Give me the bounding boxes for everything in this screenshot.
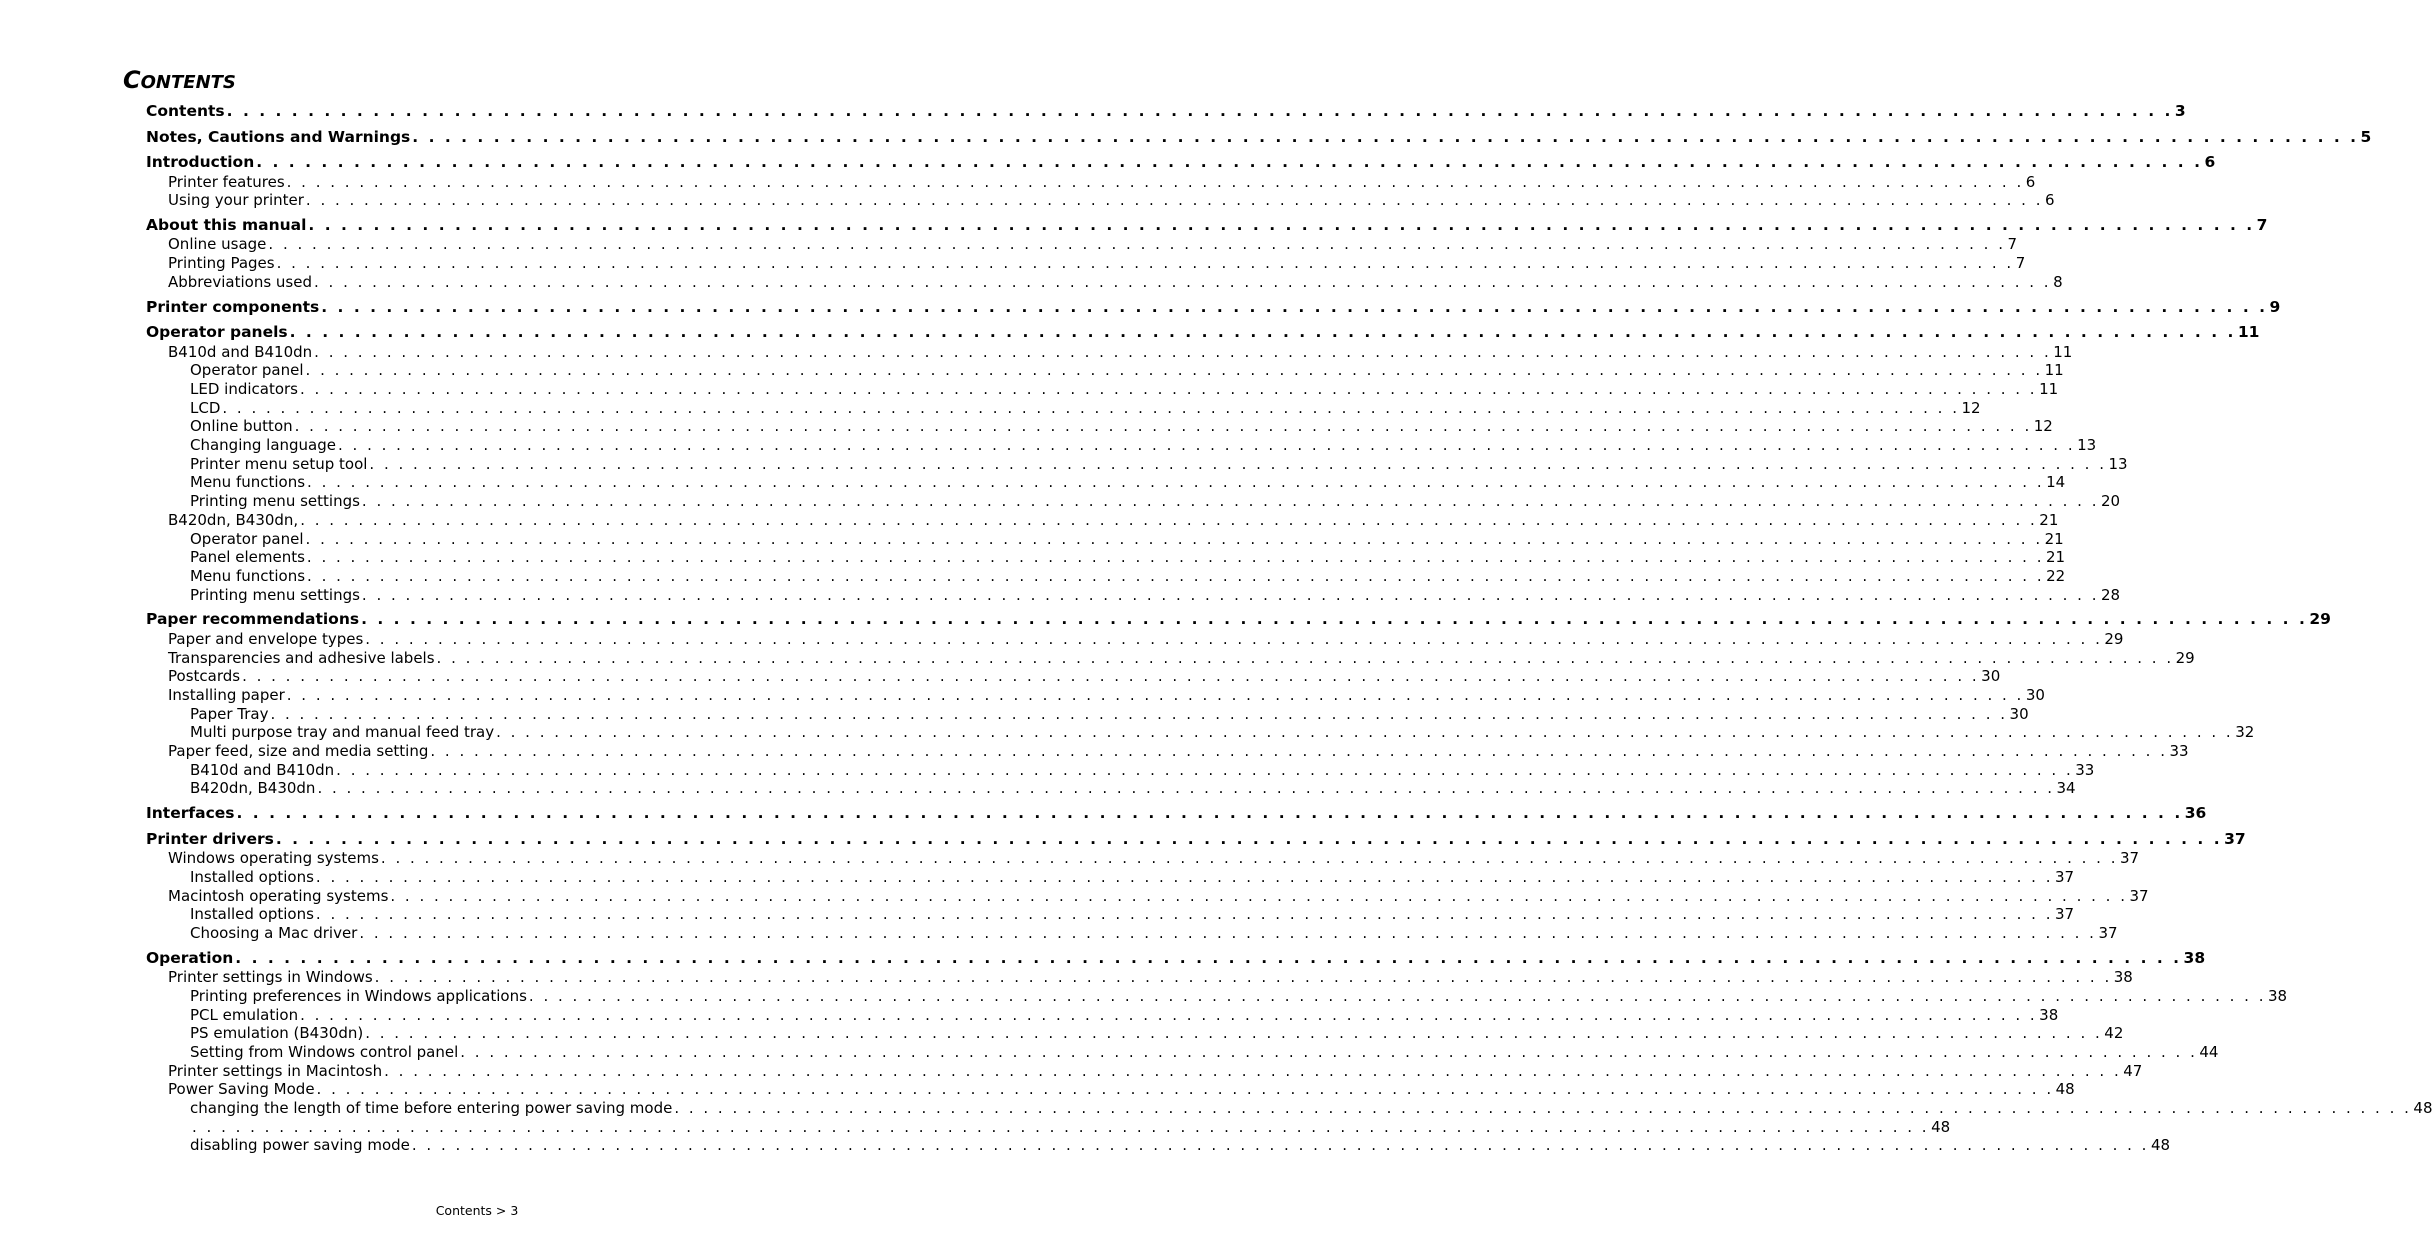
toc-entry-page-number: 7: [2015, 254, 2026, 273]
toc-entry-title: Interfaces: [146, 804, 235, 823]
toc-entry-title: Printer settings in Windows: [168, 968, 373, 987]
toc-entry-title: disabling power saving mode: [190, 1136, 410, 1155]
toc-entry-title: Windows operating systems: [168, 849, 379, 868]
toc-entry-title: Installed options: [190, 905, 314, 924]
toc-dot-leader: . . . . . . . . . . . . . . . . . . . . . . . . . . . . . . . . . . . . . . . . . . . . . . . . . . . . . . . . . . . . . . . . . . . . . . . . . . . . . . . . . . . . . . . . . . . . . . . . . . . . . . . . . . . . . . . . . . . . . . . .: [430, 742, 2168, 760]
toc-entry[interactable]: [146, 127, 2372, 147]
toc-dot-leader: . . . . . . . . . . . . . . . . . . . . . . . . . . . . . . . . . . . . . . . . . . . . . . . . . . . . . . . . . . . . . . . . . . . . . . . . . . . . . . . . . . . . . . . . . . . . . . . . . . . . . . . . . . . . . . . . . . . . . . . .: [276, 254, 2014, 273]
toc-entry-page-number: 21: [2044, 529, 2064, 548]
heading-lead-letter: C: [123, 66, 141, 94]
toc-dot-leader: . . . . . . . . . . . . . . . . . . . . . . . . . . . . . . . . . . . . . . . . . . . . . . . . . . . . . . . . . . . . . . . . . . . . . . . . . . . . . . . . . . . . . . . . . . . . . . . . . . . . . . . . . . . . . . . . . . . . . . . .: [338, 436, 2076, 454]
toc-dot-leader: . . . . . . . . . . . . . . . . . . . . . . . . . . . . . . . . . . . . . . . . . . . . . . . . . . . . . . . . . . . . . . . . . . . . . . . . . . . . . . . . . . . . . . . . . . . . . . . . . . . . . . . . . . . . . . . . . . . . . . . .: [222, 398, 1960, 417]
toc-entry-title: Menu functions: [190, 566, 306, 585]
toc-dot-leader: . . . . . . . . . . . . . . . . . . . . . . . . . . . . . . . . . . . . . . . . . . . . . . . . . . . . . . . . . . . . . . . . . . . . . . . . . . . . . . . . . . . . . . . . . . . . . . . . . . . . . . . . . . . . . . . . . . . . . . . .: [235, 948, 2182, 967]
toc-entry[interactable]: [190, 473, 2066, 492]
toc-dot-leader: . . . . . . . . . . . . . . . . . . . . . . . . . . . . . . . . . . . . . . . . . . . . . . . . . . . . . . . . . . . . . . . . . . . . . . . . . . . . . . . . . . . . . . . . . . . . . . . . . . . . . . . . . . . . . . . . . . . . . . . .: [336, 760, 2074, 779]
toc-entry-title: Printer features: [168, 172, 285, 191]
toc-entry-page-number: 33: [2075, 760, 2095, 779]
toc-entry-title: Printer drivers: [146, 829, 274, 848]
toc-entry[interactable]: [190, 492, 2121, 511]
toc-dot-leader: . . . . . . . . . . . . . . . . . . . . . . . . . . . . . . . . . . . . . . . . . . . . . . . . . . . . . . . . . . . . . . . . . . . . . . . . . . . . . . . . . . . . . . . . . . . . . . . . . . . . . . . . . . . . . . . . . . . . . . . .: [316, 1080, 2054, 1099]
toc-entry-page-number: 37: [2055, 867, 2075, 886]
toc-entry-title: Printing preferences in Windows applications: [190, 986, 527, 1005]
toc-dot-leader: . . . . . . . . . . . . . . . . . . . . . . . . . . . . . . . . . . . . . . . . . . . . . . . . . . . . . . . . . . . . . . . . . . . . . . . . . . . . . . . . . . . . . . . . . . . . . . . . . . . . . . . . . . . . . . . . . . . . . . . .: [315, 905, 2053, 924]
toc-entry-title: Choosing a Mac driver: [190, 923, 358, 942]
toc-dot-leader: . . . . . . . . . . . . . . . . . . . . . . . . . . . . . . . . . . . . . . . . . . . . . . . . . . . . . . . . . . . . . . . . . . . . . . . . . . . . . . . . . . . . . . . . . . . . . . . . . . . . . . . . . . . . . . . . . . . . . . . .: [374, 968, 2112, 987]
toc-entry-title: Printer settings in Macintosh: [168, 1061, 383, 1080]
toc-entry[interactable]: [146, 610, 2331, 629]
toc-dot-leader: . . . . . . . . . . . . . . . . . . . . . . . . . . . . . . . . . . . . . . . . . . . . . . . . . . . . . . . . . . . . . . . . . . . . . . . . . . . . . . . . . . . . . . . . . . . . . . . . . . . . . . . . . . . . . . . . . . . . . . . .: [286, 172, 2024, 191]
toc-entry-page-number: 37: [2119, 849, 2140, 868]
toc-entry-page-number: 21: [2039, 510, 2059, 529]
toc-entry[interactable]: [190, 379, 2059, 399]
toc-entry-title: Panel elements: [190, 548, 305, 567]
toc-dot-leader: . . . . . . . . . . . . . . . . . . . . . . . . . . . . . . . . . . . . . . . . . . . . . . . . . . . . . . . . . . . . . . . . . . . . . . . . . . . . . . . . . . . . . . . . . . . . . . . . . . . . . . . . . . . . . . . . . . . . . . . .: [380, 849, 2118, 868]
toc-dot-leader: . . . . . . . . . . . . . . . . . . . . . . . . . . . . . . . . . . . . . . . . . . . . . . . . . . . . . . . . . . . . . . . . . . . . . . . . . . . . . . . . . . . . . . . . . . . . . . . . . . . . . . . . . . . . . . . . . . . . . . . .: [460, 1042, 2198, 1061]
toc-entry[interactable]: [190, 905, 2075, 924]
toc-entry-page-number: 6: [2044, 191, 2055, 210]
toc-dot-leader: . . . . . . . . . . . . . . . . . . . . . . . . . . . . . . . . . . . . . . . . . . . . . . . . . . . . . . . . . . . . . . . . . . . . . . . . . . . . . . . . . . . . . . . . . . . . . . . . . . . . . . . . . . . . . . . . . . . . . . . .: [314, 272, 2052, 291]
toc-entry-title: Contents: [146, 102, 225, 120]
toc-dot-leader: . . . . . . . . . . . . . . . . . . . . . . . . . . . . . . . . . . . . . . . . . . . . . . . . . . . . . . . . . . . . . . . . . . . . . . . . . . . . . . . . . . . . . . . . . . . . . . . . . . . . . . . . . . . . . . . . . . . . . . . .: [236, 804, 2183, 823]
toc-entry-page-number: 48: [2150, 1136, 2171, 1155]
toc-entry[interactable]: [146, 215, 2268, 235]
toc-dot-leader: . . . . . . . . . . . . . . . . . . . . . . . . . . . . . . . . . . . . . . . . . . . . . . . . . . . . . . . . . . . . . . . . . . . . . . . . . . . . . . . . . . . . . . . . . . . . . . . . . . . . . . . . . . . . . . . . . . . . . . . .: [256, 153, 2203, 171]
toc-entry[interactable]: [190, 779, 2076, 798]
toc-entry-page-number: 29: [2309, 610, 2331, 629]
toc-dot-leader: . . . . . . . . . . . . . . . . . . . . . . . . . . . . . . . . . . . . . . . . . . . . . . . . . . . . . . . . . . . . . . . . . . . . . . . . . . . . . . . . . . . . . . . . . . . . . . . . . . . . . . . . . . . . . . . . . . . . . . . .: [270, 704, 2008, 723]
toc-dot-leader: . . . . . . . . . . . . . . . . . . . . . . . . . . . . . . . . . . . . . . . . . . . . . . . . . . . . . . . . . . . . . . . . . . . . . . . . . . . . . . . . . . . . . . . . . . . . . . . . . . . . . . . . . . . . . . . . . . . . . . . .: [192, 1117, 1930, 1136]
toc-entry-page-number: 38: [2183, 948, 2206, 967]
toc-entry-title: Printer menu setup tool: [190, 454, 368, 473]
toc-entry-page-number: 11: [2053, 342, 2073, 361]
toc-entry-page-number: 48: [2055, 1080, 2075, 1099]
toc-entry-title: Abbreviations used: [168, 272, 312, 291]
toc-entry-title: Operator panels: [146, 323, 288, 341]
toc-entry-page-number: 5: [2360, 127, 2372, 146]
toc-dot-leader: . . . . . . . . . . . . . . . . . . . . . . . . . . . . . . . . . . . . . . . . . . . . . . . . . . . . . . . . . . . . . . . . . . . . . . . . . . . . . . . . . . . . . . . . . . . . . . . . . . . . . . . . . . . . . . . . . . . . . . . .: [314, 342, 2052, 361]
toc-entry[interactable]: [190, 1099, 2433, 1118]
toc-entry[interactable]: [168, 191, 2055, 210]
toc-entry-page-number: 7: [2256, 215, 2268, 234]
toc-dot-leader: . . . . . . . . . . . . . . . . . . . . . . . . . . . . . . . . . . . . . . . . . . . . . . . . . . . . . . . . . . . . . . . . . . . . . . . . . . . . . . . . . . . . . . . . . . . . . . . . . . . . . . . . . . . . . . . . . . . . . . . .: [268, 235, 2006, 254]
toc-dot-leader: . . . . . . . . . . . . . . . . . . . . . . . . . . . . . . . . . . . . . . . . . . . . . . . . . . . . . . . . . . . . . . . . . . . . . . . . . . . . . . . . . . . . . . . . . . . . . . . . . . . . . . . . . . . . . . . . . . . . . . . .: [317, 779, 2055, 798]
toc-dot-leader: . . . . . . . . . . . . . . . . . . . . . . . . . . . . . . . . . . . . . . . . . . . . . . . . . . . . . . . . . . . . . . . . . . . . . . . . . . . . . . . . . . . . . . . . . . . . . . . . . . . . . . . . . . . . . . . . . . . . . . . .: [305, 361, 2043, 380]
toc-entry[interactable]: [146, 948, 2206, 968]
toc-dot-leader: . . . . . . . . . . . . . . . . . . . . . . . . . . . . . . . . . . . . . . . . . . . . . . . . . . . . . . . . . . . . . . . . . . . . . . . . . . . . . . . . . . . . . . . . . . . . . . . . . . . . . . . . . . . . . . . . . . . . . . . .: [390, 886, 2128, 905]
toc-entry[interactable]: [168, 667, 2001, 686]
toc-entry-page-number: 11: [2044, 361, 2064, 380]
toc-entry-page-number: 37: [2055, 905, 2075, 924]
toc-entry-title: About this manual: [146, 215, 307, 234]
toc-entry[interactable]: [146, 297, 2281, 317]
toc-entry-title: Postcards: [168, 667, 241, 686]
toc-entry-page-number: 20: [2101, 492, 2121, 511]
toc-dot-leader: . . . . . . . . . . . . . . . . . . . . . . . . . . . . . . . . . . . . . . . . . . . . . . . . . . . . . . . . . . . . . . . . . . . . . . . . . . . . . . . . . . . . . . . . . . . . . . . . . . . . . . . . . . . . . . . . . . . . . . . .: [289, 323, 2236, 341]
toc-entry-title: Online button: [190, 417, 293, 436]
toc-entry[interactable]: [190, 566, 2066, 586]
toc-dot-leader: . . . . . . . . . . . . . . . . . . . . . . . . . . . . . . . . . . . . . . . . . . . . . . . . . . . . . . . . . . . . . . . . . . . . . . . . . . . . . . . . . . . . . . . . . . . . . . . . . . . . . . . . . . . . . . . . . . . . . . . .: [307, 566, 2045, 585]
toc-entry-page-number: 48: [2413, 1099, 2433, 1117]
toc-entry[interactable]: [168, 342, 2073, 362]
toc-dot-leader: . . . . . . . . . . . . . . . . . . . . . . . . . . . . . . . . . . . . . . . . . . . . . . . . . . . . . . . . . . . . . . . . . . . . . . . . . . . . . . . . . . . . . . . . . . . . . . . . . . . . . . . . . . . . . . . . . . . . . . . .: [528, 986, 2266, 1005]
toc-entry-title: Using your printer: [168, 191, 304, 210]
toc-dot-leader: . . . . . . . . . . . . . . . . . . . . . . . . . . . . . . . . . . . . . . . . . . . . . . . . . . . . . . . . . . . . . . . . . . . . . . . . . . . . . . . . . . . . . . . . . . . . . . . . . . . . . . . . . . . . . . . . . . . . . . . .: [307, 473, 2045, 492]
toc-entry-page-number: 34: [2056, 779, 2076, 798]
toc-entry-page-number: 13: [2077, 436, 2097, 454]
toc-entry-title: Changing language: [190, 436, 337, 454]
toc-entry-page-number: 13: [2108, 454, 2128, 473]
toc-entry-page-number: 3: [2174, 102, 2186, 120]
toc-entry[interactable]: [168, 272, 2063, 292]
toc-entry-page-number: 11: [2039, 379, 2059, 398]
toc-entry[interactable]: [190, 436, 2097, 455]
toc-dot-leader: . . . . . . . . . . . . . . . . . . . . . . . . . . . . . . . . . . . . . . . . . . . . . . . . . . . . . . . . . . . . . . . . . . . . . . . . . . . . . . . . . . . . . . . . . . . . . . . . . . . . . . . . . . . . . . . . . . . . . . . .: [365, 1024, 2103, 1043]
toc-entry-page-number: 29: [2175, 648, 2195, 667]
toc-entry[interactable]: [146, 323, 2260, 342]
toc-dot-leader: . . . . . . . . . . . . . . . . . . . . . . . . . . . . . . . . . . . . . . . . . . . . . . . . . . . . . . . . . . . . . . . . . . . . . . . . . . . . . . . . . . . . . . . . . . . . . . . . . . . . . . . . . . . . . . . . . . . . . . . .: [369, 454, 2107, 473]
toc-entry-page-number: 37: [2224, 829, 2246, 848]
toc-entry-title: Installed options: [190, 867, 314, 886]
toc-entry-page-number: 12: [1961, 398, 1981, 417]
toc-dot-leader: . . . . . . . . . . . . . . . . . . . . . . . . . . . . . . . . . . . . . . . . . . . . . . . . . . . . . . . . . . . . . . . . . . . . . . . . . . . . . . . . . . . . . . . . . . . . . . . . . . . . . . . . . . . . . . . . . . . . . . . .: [496, 723, 2234, 742]
toc-entry-title: Operator panel: [190, 529, 304, 548]
toc-entry[interactable]: [168, 254, 2026, 273]
toc-entry-title: Notes, Cautions and Warnings: [146, 127, 411, 146]
toc-entry[interactable]: [168, 1061, 2143, 1081]
toc-entry[interactable]: [190, 361, 2064, 380]
toc-entry-page-number: 44: [2199, 1042, 2219, 1061]
toc-dot-leader: . . . . . . . . . . . . . . . . . . . . . . . . . . . . . . . . . . . . . . . . . . . . . . . . . . . . . . . . . . . . . . . . . . . . . . . . . . . . . . . . . . . . . . . . . . . . . . . . . . . . . . . . . . . . . . . . . . . . . . . .: [226, 102, 2173, 120]
toc-entry[interactable]: [146, 153, 2216, 172]
toc-entry-title: B410d and B410dn: [168, 342, 313, 361]
toc-entry[interactable]: [190, 529, 2064, 549]
toc-entry[interactable]: [190, 704, 2029, 724]
toc-entry-title: Printing menu settings: [190, 492, 360, 511]
toc-entry-page-number: 30: [1981, 667, 2001, 686]
toc-entry-page-number: 33: [2169, 742, 2189, 760]
toc-entry[interactable]: [168, 172, 2036, 192]
toc-entry-page-number: 38: [2113, 968, 2133, 987]
toc-entry-title: B410d and B410dn: [190, 760, 335, 779]
toc-entry-page-number: 7: [2007, 235, 2018, 254]
toc-entry[interactable]: [190, 1136, 2171, 1155]
toc-entry-page-number: 6: [2204, 153, 2216, 171]
toc-entry-page-number: 42: [2104, 1024, 2124, 1043]
toc-entry[interactable]: [146, 804, 2207, 823]
toc-entry-title: Installing paper: [168, 685, 285, 704]
toc-dot-leader: . . . . . . . . . . . . . . . . . . . . . . . . . . . . . . . . . . . . . . . . . . . . . . . . . . . . . . . . . . . . . . . . . . . . . . . . . . . . . . . . . . . . . . . . . . . . . . . . . . . . . . . . . . . . . . . . . . . . . . . .: [361, 492, 2099, 511]
toc-entry-title: Operation: [146, 948, 234, 967]
toc-entry[interactable]: [190, 454, 2128, 474]
toc-dot-leader: . . . . . . . . . . . . . . . . . . . . . . . . . . . . . . . . . . . . . . . . . . . . . . . . . . . . . . . . . . . . . . . . . . . . . . . . . . . . . . . . . . . . . . . . . . . . . . . . . . . . . . . . . . . . . . . . . . . . . . . .: [308, 215, 2255, 234]
toc-dot-leader: . . . . . . . . . . . . . . . . . . . . . . . . . . . . . . . . . . . . . . . . . . . . . . . . . . . . . . . . . . . . . . . . . . . . . . . . . . . . . . . . . . . . . . . . . . . . . . . . . . . . . . . . . . . . . . . . . . . . . . . .: [294, 417, 2032, 436]
toc-dot-leader: . . . . . . . . . . . . . . . . . . . . . . . . . . . . . . . . . . . . . . . . . . . . . . . . . . . . . . . . . . . . . . . . . . . . . . . . . . . . . . . . . . . . . . . . . . . . . . . . . . . . . . . . . . . . . . . . . . . . . . . .: [411, 1136, 2149, 1155]
toc-entry-page-number: 9: [2269, 297, 2281, 316]
toc-entry-page-number: 12: [2033, 417, 2053, 436]
toc-entry[interactable]: [190, 1024, 2124, 1043]
toc-dot-leader: . . . . . . . . . . . . . . . . . . . . . . . . . . . . . . . . . . . . . . . . . . . . . . . . . . . . . . . . . . . . . . . . . . . . . . . . . . . . . . . . . . . . . . . . . . . . . . . . . . . . . . . . . . . . . . . . . . . . . . . .: [275, 829, 2223, 848]
toc-entry-title: PS emulation (B430dn): [190, 1024, 364, 1043]
page-footer: Contents > 3: [435, 1203, 519, 1218]
toc-entry[interactable]: [146, 102, 2186, 121]
toc-entry-title: Operator panel: [190, 361, 304, 380]
toc-entry-page-number: 38: [2039, 1005, 2059, 1024]
toc-entry[interactable]: [168, 648, 2195, 668]
toc-entry[interactable]: [190, 986, 2288, 1006]
toc-entry[interactable]: [168, 849, 2140, 868]
toc-entry[interactable]: [190, 1117, 1951, 1137]
toc-entry-title: Paper and envelope types: [168, 629, 364, 648]
toc-entry[interactable]: [190, 417, 2053, 436]
toc-dot-leader: . . . . . . . . . . . . . . . . . . . . . . . . . . . . . . . . . . . . . . . . . . . . . . . . . . . . . . . . . . . . . . . . . . . . . . . . . . . . . . . . . . . . . . . . . . . . . . . . . . . . . . . . . . . . . . . . . . . . . . . .: [300, 379, 2038, 398]
toc-entry-title: Introduction: [146, 153, 255, 171]
toc-dot-leader: . . . . . . . . . . . . . . . . . . . . . . . . . . . . . . . . . . . . . . . . . . . . . . . . . . . . . . . . . . . . . . . . . . . . . . . . . . . . . . . . . . . . . . . . . . . . . . . . . . . . . . . . . . . . . . . . . . . . . . . .: [300, 510, 2038, 529]
toc-entry[interactable]: [190, 1042, 2219, 1062]
toc-dot-leader: . . . . . . . . . . . . . . . . . . . . . . . . . . . . . . . . . . . . . . . . . . . . . . . . . . . . . . . . . . . . . . . . . . . . . . . . . . . . . . . . . . . . . . . . . . . . . . . . . . . . . . . . . . . . . . . . . . . . . . . .: [436, 648, 2174, 667]
toc-entry-title: Power Saving Mode: [168, 1080, 315, 1099]
toc-entry-page-number: 36: [2184, 804, 2207, 823]
toc-entry-title: LED indicators: [190, 379, 298, 398]
toc-entry-title: Paper Tray: [190, 704, 269, 723]
toc-entry[interactable]: [190, 398, 1981, 418]
toc-dot-leader: . . . . . . . . . . . . . . . . . . . . . . . . . . . . . . . . . . . . . . . . . . . . . . . . . . . . . . . . . . . . . . . . . . . . . . . . . . . . . . . . . . . . . . . . . . . . . . . . . . . . . . . . . . . . . . . . . . . . . . . .: [384, 1061, 2122, 1080]
toc-entry-title: changing the length of time before entering power saving mode: [190, 1099, 673, 1117]
toc-entry[interactable]: [190, 585, 2121, 605]
toc-entry-page-number: 28: [2101, 585, 2121, 604]
toc-entry[interactable]: [168, 510, 2059, 530]
toc-entry-page-number: 32: [2235, 723, 2255, 742]
toc-entry[interactable]: [168, 685, 2045, 705]
toc-entry-page-number: 14: [2046, 473, 2066, 492]
toc-dot-leader: . . . . . . . . . . . . . . . . . . . . . . . . . . . . . . . . . . . . . . . . . . . . . . . . . . . . . . . . . . . . . . . . . . . . . . . . . . . . . . . . . . . . . . . . . . . . . . . . . . . . . . . . . . . . . . . . . . . . . . . .: [365, 629, 2103, 648]
toc-entry-page-number: 30: [2009, 704, 2029, 723]
toc-entry-title: Transparencies and adhesive labels: [168, 648, 435, 667]
toc-dot-leader: . . . . . . . . . . . . . . . . . . . . . . . . . . . . . . . . . . . . . . . . . . . . . . . . . . . . . . . . . . . . . . . . . . . . . . . . . . . . . . . . . . . . . . . . . . . . . . . . . . . . . . . . . . . . . . . . . . . . . . . .: [361, 610, 2308, 629]
toc-entry[interactable]: [190, 1005, 2059, 1025]
toc-entry[interactable]: [190, 548, 2066, 567]
toc-dot-leader: . . . . . . . . . . . . . . . . . . . . . . . . . . . . . . . . . . . . . . . . . . . . . . . . . . . . . . . . . . . . . . . . . . . . . . . . . . . . . . . . . . . . . . . . . . . . . . . . . . . . . . . . . . . . . . . . . . . . . . . .: [305, 529, 2043, 548]
toc-entry-page-number: 30: [2025, 685, 2045, 704]
toc-entry-title: Printer components: [146, 297, 320, 316]
toc-entry-title: Menu functions: [190, 473, 306, 492]
toc-entry-title: Printing menu settings: [190, 585, 360, 604]
toc-entry-page-number: 11: [2237, 323, 2260, 341]
toc-dot-leader: . . . . . . . . . . . . . . . . . . . . . . . . . . . . . . . . . . . . . . . . . . . . . . . . . . . . . . . . . . . . . . . . . . . . . . . . . . . . . . . . . . . . . . . . . . . . . . . . . . . . . . . . . . . . . . . . . . . . . . . .: [300, 1005, 2038, 1024]
toc-entry[interactable]: [190, 760, 2095, 780]
heading-rest: ONTENTS: [140, 72, 236, 93]
toc-entry[interactable]: [168, 629, 2124, 649]
toc-entry-title: Paper recommendations: [146, 610, 360, 629]
toc-entry-title: Multi purpose tray and manual feed tray: [190, 723, 495, 742]
toc-entry-title: PCL emulation: [190, 1005, 299, 1024]
toc-entry-page-number: 21: [2045, 548, 2066, 567]
toc-dot-leader: . . . . . . . . . . . . . . . . . . . . . . . . . . . . . . . . . . . . . . . . . . . . . . . . . . . . . . . . . . . . . . . . . . . . . . . . . . . . . . . . . . . . . . . . . . . . . . . . . . . . . . . . . . . . . . . . . . . . . . . .: [315, 867, 2053, 886]
toc-entry[interactable]: [190, 867, 2075, 887]
toc-entry-page-number: 6: [2025, 172, 2036, 191]
toc-entry-title: Macintosh operating systems: [168, 886, 389, 905]
toc-entry-page-number: 37: [2098, 923, 2118, 942]
toc-entry[interactable]: [168, 742, 2189, 761]
toc-entry-page-number: 22: [2046, 566, 2066, 585]
toc-entry[interactable]: [168, 968, 2133, 987]
toc-dot-leader: . . . . . . . . . . . . . . . . . . . . . . . . . . . . . . . . . . . . . . . . . . . . . . . . . . . . . . . . . . . . . . . . . . . . . . . . . . . . . . . . . . . . . . . . . . . . . . . . . . . . . . . . . . . . . . . . . . . . . . . .: [305, 191, 2043, 210]
toc-dot-leader: . . . . . . . . . . . . . . . . . . . . . . . . . . . . . . . . . . . . . . . . . . . . . . . . . . . . . . . . . . . . . . . . . . . . . . . . . . . . . . . . . . . . . . . . . . . . . . . . . . . . . . . . . . . . . . . . . . . . . . . .: [412, 127, 2359, 146]
toc-entry-title: Printing Pages: [168, 254, 275, 273]
toc-entry-title: LCD: [190, 398, 221, 417]
toc-dot-leader: . . . . . . . . . . . . . . . . . . . . . . . . . . . . . . . . . . . . . . . . . . . . . . . . . . . . . . . . . . . . . . . . . . . . . . . . . . . . . . . . . . . . . . . . . . . . . . . . . . . . . . . . . . . . . . . . . . . . . . . .: [359, 923, 2097, 942]
toc-dot-leader: . . . . . . . . . . . . . . . . . . . . . . . . . . . . . . . . . . . . . . . . . . . . . . . . . . . . . . . . . . . . . . . . . . . . . . . . . . . . . . . . . . . . . . . . . . . . . . . . . . . . . . . . . . . . . . . . . . . . . . . .: [242, 667, 1980, 686]
toc-entry-page-number: 8: [2053, 272, 2063, 291]
toc-entry[interactable]: [190, 723, 2255, 742]
toc-dot-leader: . . . . . . . . . . . . . . . . . . . . . . . . . . . . . . . . . . . . . . . . . . . . . . . . . . . . . . . . . . . . . . . . . . . . . . . . . . . . . . . . . . . . . . . . . . . . . . . . . . . . . . . . . . . . . . . . . . . . . . . .: [321, 297, 2268, 316]
toc-entry-title: Online usage: [168, 235, 267, 254]
toc-entry-title: Paper feed, size and media setting: [168, 742, 429, 760]
toc-entry[interactable]: [190, 923, 2118, 943]
toc-entry-title: B420dn, B430dn: [190, 779, 316, 798]
toc-entry-title: B420dn, B430dn,: [168, 510, 299, 529]
toc-entry[interactable]: [168, 1080, 2075, 1099]
toc-entry-title: Setting from Windows control panel: [190, 1042, 459, 1061]
toc-entry-page-number: 47: [2123, 1061, 2143, 1080]
toc-entry-page-number: 29: [2104, 629, 2124, 648]
toc-dot-leader: . . . . . . . . . . . . . . . . . . . . . . . . . . . . . . . . . . . . . . . . . . . . . . . . . . . . . . . . . . . . . . . . . . . . . . . . . . . . . . . . . . . . . . . . . . . . . . . . . . . . . . . . . . . . . . . . . . . . . . . .: [286, 685, 2024, 704]
toc-entry-page-number: 38: [2268, 986, 2288, 1005]
toc-dot-leader: . . . . . . . . . . . . . . . . . . . . . . . . . . . . . . . . . . . . . . . . . . . . . . . . . . . . . . . . . . . . . . . . . . . . . . . . . . . . . . . . . . . . . . . . . . . . . . . . . . . . . . . . . . . . . . . . . . . . . . . .: [361, 585, 2099, 604]
toc-entry[interactable]: [168, 235, 2018, 254]
toc-entry-page-number: 48: [1931, 1117, 1951, 1136]
toc-entry-page-number: 37: [2129, 886, 2149, 905]
toc-dot-leader: . . . . . . . . . . . . . . . . . . . . . . . . . . . . . . . . . . . . . . . . . . . . . . . . . . . . . . . . . . . . . . . . . . . . . . . . . . . . . . . . . . . . . . . . . . . . . . . . . . . . . . . . . . . . . . . . . . . . . . . .: [306, 548, 2044, 567]
toc-entry[interactable]: [146, 829, 2246, 849]
toc-entry[interactable]: [168, 886, 2149, 906]
toc-dot-leader: . . . . . . . . . . . . . . . . . . . . . . . . . . . . . . . . . . . . . . . . . . . . . . . . . . . . . . . . . . . . . . . . . . . . . . . . . . . . . . . . . . . . . . . . . . . . . . . . . . . . . . . . . . . . . . . . . . . . . . . .: [674, 1099, 2412, 1117]
